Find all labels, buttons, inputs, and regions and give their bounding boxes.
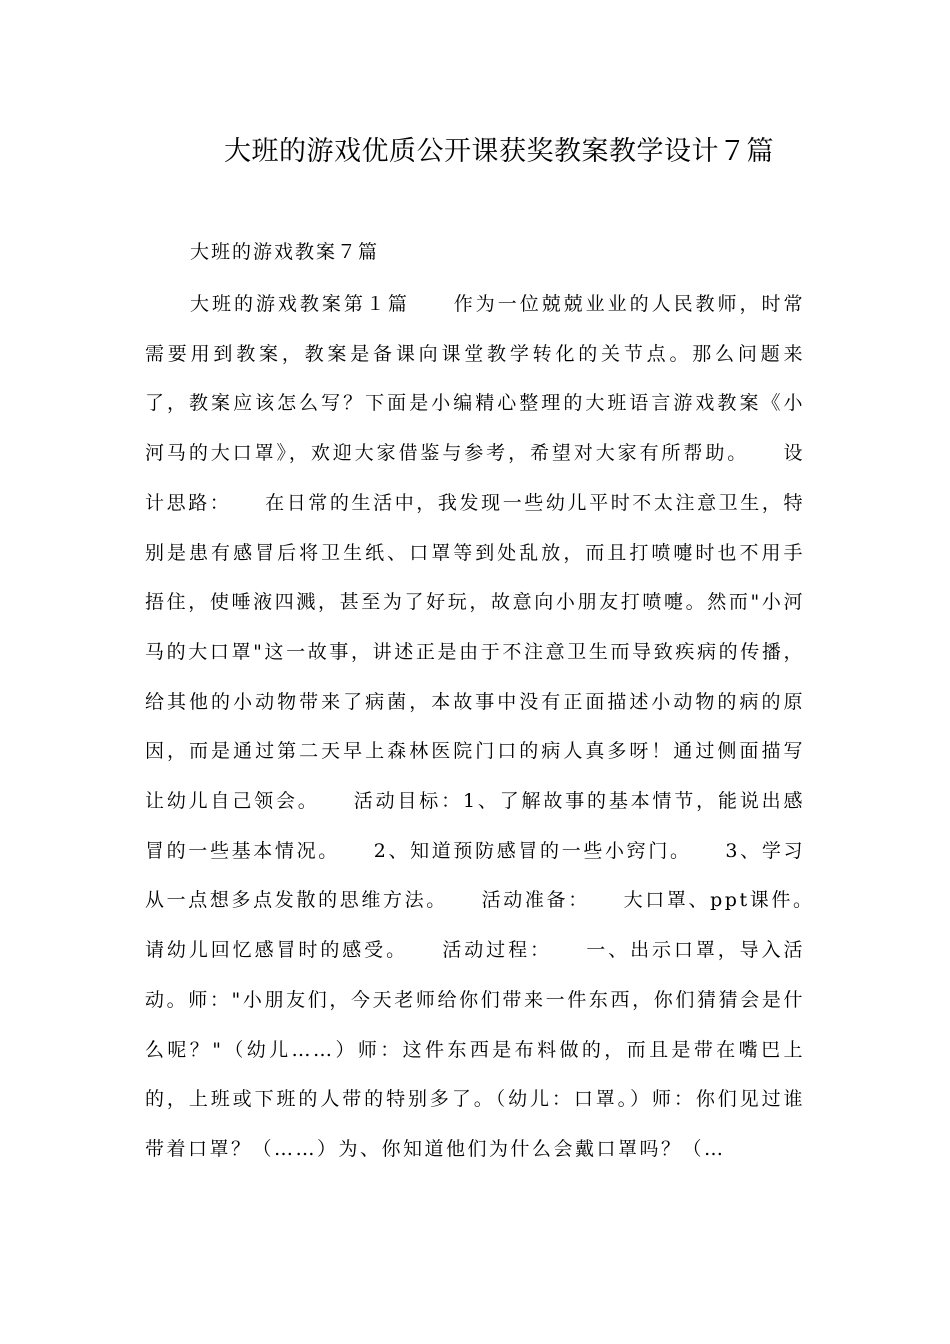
document-body: 大班的游戏教案第１篇 作为一位兢兢业业的人民教师，时常需要用到教案，教案是备课向课堂教学转化的关节点。那么问题来了，教案应该怎么写？下面是小编精心整理的大班语言游戏教案《小河马的大口罩》，欢迎大家借鉴与参考，希望对大家有所帮助。 设计思路： 在日常的生活中，我发现一些幼儿平时不太注意卫生，特别是患有感冒后将卫生纸、口罩等到处乱放，而且打喷嚏时也不用手捂住，使唾液四溅，甚至为了好玩，故意向小朋友打喷嚏。然而"小河马的大口罩"这一故事，讲述正是由于不注意卫生而导致疾病的传播，给其他的小动物带来了病菌，本故事中没有正面描述小动物的病的原因，而是通过第二天早上森林医院门口的病人真多呀！通过侧面描写让幼儿自己领会。 活动目标：1、了解故事的基本情节，能说出感冒的一些基本情况。 2、知道预防感冒的一些小窍门。 3、学习从一点想多点发散的思维方法。 活动准备： 大口罩、ppt课件。 请幼儿回忆感冒时的感受。 活动过程： 一、出示口罩，导入活动。师："小朋友们，今天老师给你们带来一件东西，你们猜猜会是什么呢？"（幼儿……）师：这件东西是布料做的，而且是带在嘴巴上的，上班或下班的人带的特别多了。（幼儿：口罩。）师：你们见过谁带着口罩？（……）为、你知道他们为什么会戴口罩吗？（…	[145, 293, 849, 1160]
document-subheading: 大班的游戏教案７篇	[190, 241, 380, 263]
document-title: 大班的游戏优质公开课获奖教案教学设计７篇	[224, 136, 774, 167]
